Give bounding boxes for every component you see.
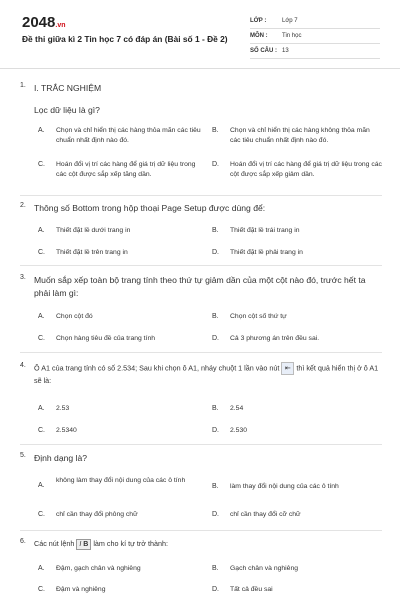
divider	[20, 265, 382, 266]
question-6: 6. Các nút lệnh I B làm cho kí tự trở thành: A. Đậm, gạch chân và nghiêng B. Gạch chân và nghiêng C. Đậm và nghiêng D. Tất cả đều sai	[20, 538, 382, 598]
question-5: 5. Định dạng là? A. không làm thay đổi nội dung của các ô tính B. làm thay đổi nội dung của các ô tính C. chỉ cần thay đổi phông chữ D. chỉ cần thay đổi cỡ chữ	[20, 452, 382, 528]
divider	[20, 530, 382, 531]
page-header	[0, 0, 400, 69]
question-number: 1.	[20, 82, 26, 89]
meta-label: LỚP :	[250, 18, 267, 24]
question-text: Lọc dữ liệu là gì?	[34, 105, 100, 115]
divider	[20, 444, 382, 445]
question-text: Thông số Bottom trong hộp thoại Page Setup được dùng để:	[34, 203, 266, 213]
question-number: 3.	[20, 274, 26, 281]
site-logo[interactable]: 2048.vn	[22, 14, 66, 31]
meta-value: 13	[282, 48, 289, 54]
decrease-decimal-icon: ⇤	[281, 362, 294, 375]
divider	[20, 195, 382, 196]
meta-table	[250, 14, 380, 59]
question-4: 4. Ô A1 của trang tính có số 2.534; Sau khi chọn ô A1, nháy chuột 1 lần vào nút ⇤ thì kết quả hiển thị ở ô A1 sẽ là: A. 2.53 B. 2.54 C. 2.5340 D. 2.530	[20, 362, 379, 434]
question-text: Muốn sắp xếp toàn bộ trang tính theo thứ tự giảm dần của một cột nào đó, trước hết ta phải làm gì:	[34, 275, 366, 298]
meta-row-count	[250, 44, 380, 59]
question-text: Định dạng là?	[34, 453, 88, 463]
meta-value: Tin học	[282, 33, 302, 39]
meta-row-grade	[250, 14, 380, 29]
section-title: I. TRẮC NGHIỆM	[34, 83, 102, 93]
meta-label: SỐ CÂU :	[250, 48, 277, 54]
divider	[20, 352, 382, 353]
question-number: 5.	[20, 452, 26, 459]
question-text: Các nút lệnh I B làm cho kí tự trở thành:	[34, 539, 168, 548]
question-number: 6.	[20, 538, 26, 545]
question-text: Ô A1 của trang tính có số 2.534; Sau khi chọn ô A1, nháy chuột 1 lần vào nút ⇤ thì kết quả hiển thị ở ô A1 sẽ là:	[34, 363, 379, 385]
question-2: 2. Thông số Bottom trong hộp thoại Page Setup được dùng để: A. Thiết đặt lề dưới trang in B. Thiết đặt lề trái trang in C. Thiết đặt lề trên trang in D. Thiết đặt lề phải trang in	[20, 202, 382, 264]
meta-row-subject	[250, 29, 380, 44]
document-title: Đề thi giữa kì 2 Tin học 7 có đáp án (Bài số 1 - Đề 2)	[22, 34, 228, 44]
question-number: 4.	[20, 362, 26, 369]
meta-label: MÔN :	[250, 33, 268, 39]
question-number: 2.	[20, 202, 26, 209]
question-3: 3. Muốn sắp xếp toàn bộ trang tính theo thứ tự giảm dần của một cột nào đó, trước hết ta phải làm gì: A. Chọn cột đó B. Chọn cột số thứ tự C. Chọn hàng tiêu đề của trang tính D. Cả 3 phương án trên đều sai.	[20, 274, 382, 350]
meta-value: Lớp 7	[282, 18, 298, 24]
question-1: 1. I. TRẮC NGHIỆM Lọc dữ liệu là gì? A. Chọn và chỉ hiển thị các hàng thỏa mãn các tiêu chuẩn nhất định nào đó. B. Chọn và chỉ hiển thị các hàng không thỏa mãn các tiêu chuẩn nhất định nào đó. C. Hoán đổi vị trí các hàng để giá trị dữ liệu trong các cột được sắp xếp tăng dần. D. Hoán đổi vị trí các hàng để giá trị dữ liệu trong các cột được sắp xếp giảm dần.	[20, 82, 382, 178]
italic-bold-icon: I B	[76, 539, 91, 550]
